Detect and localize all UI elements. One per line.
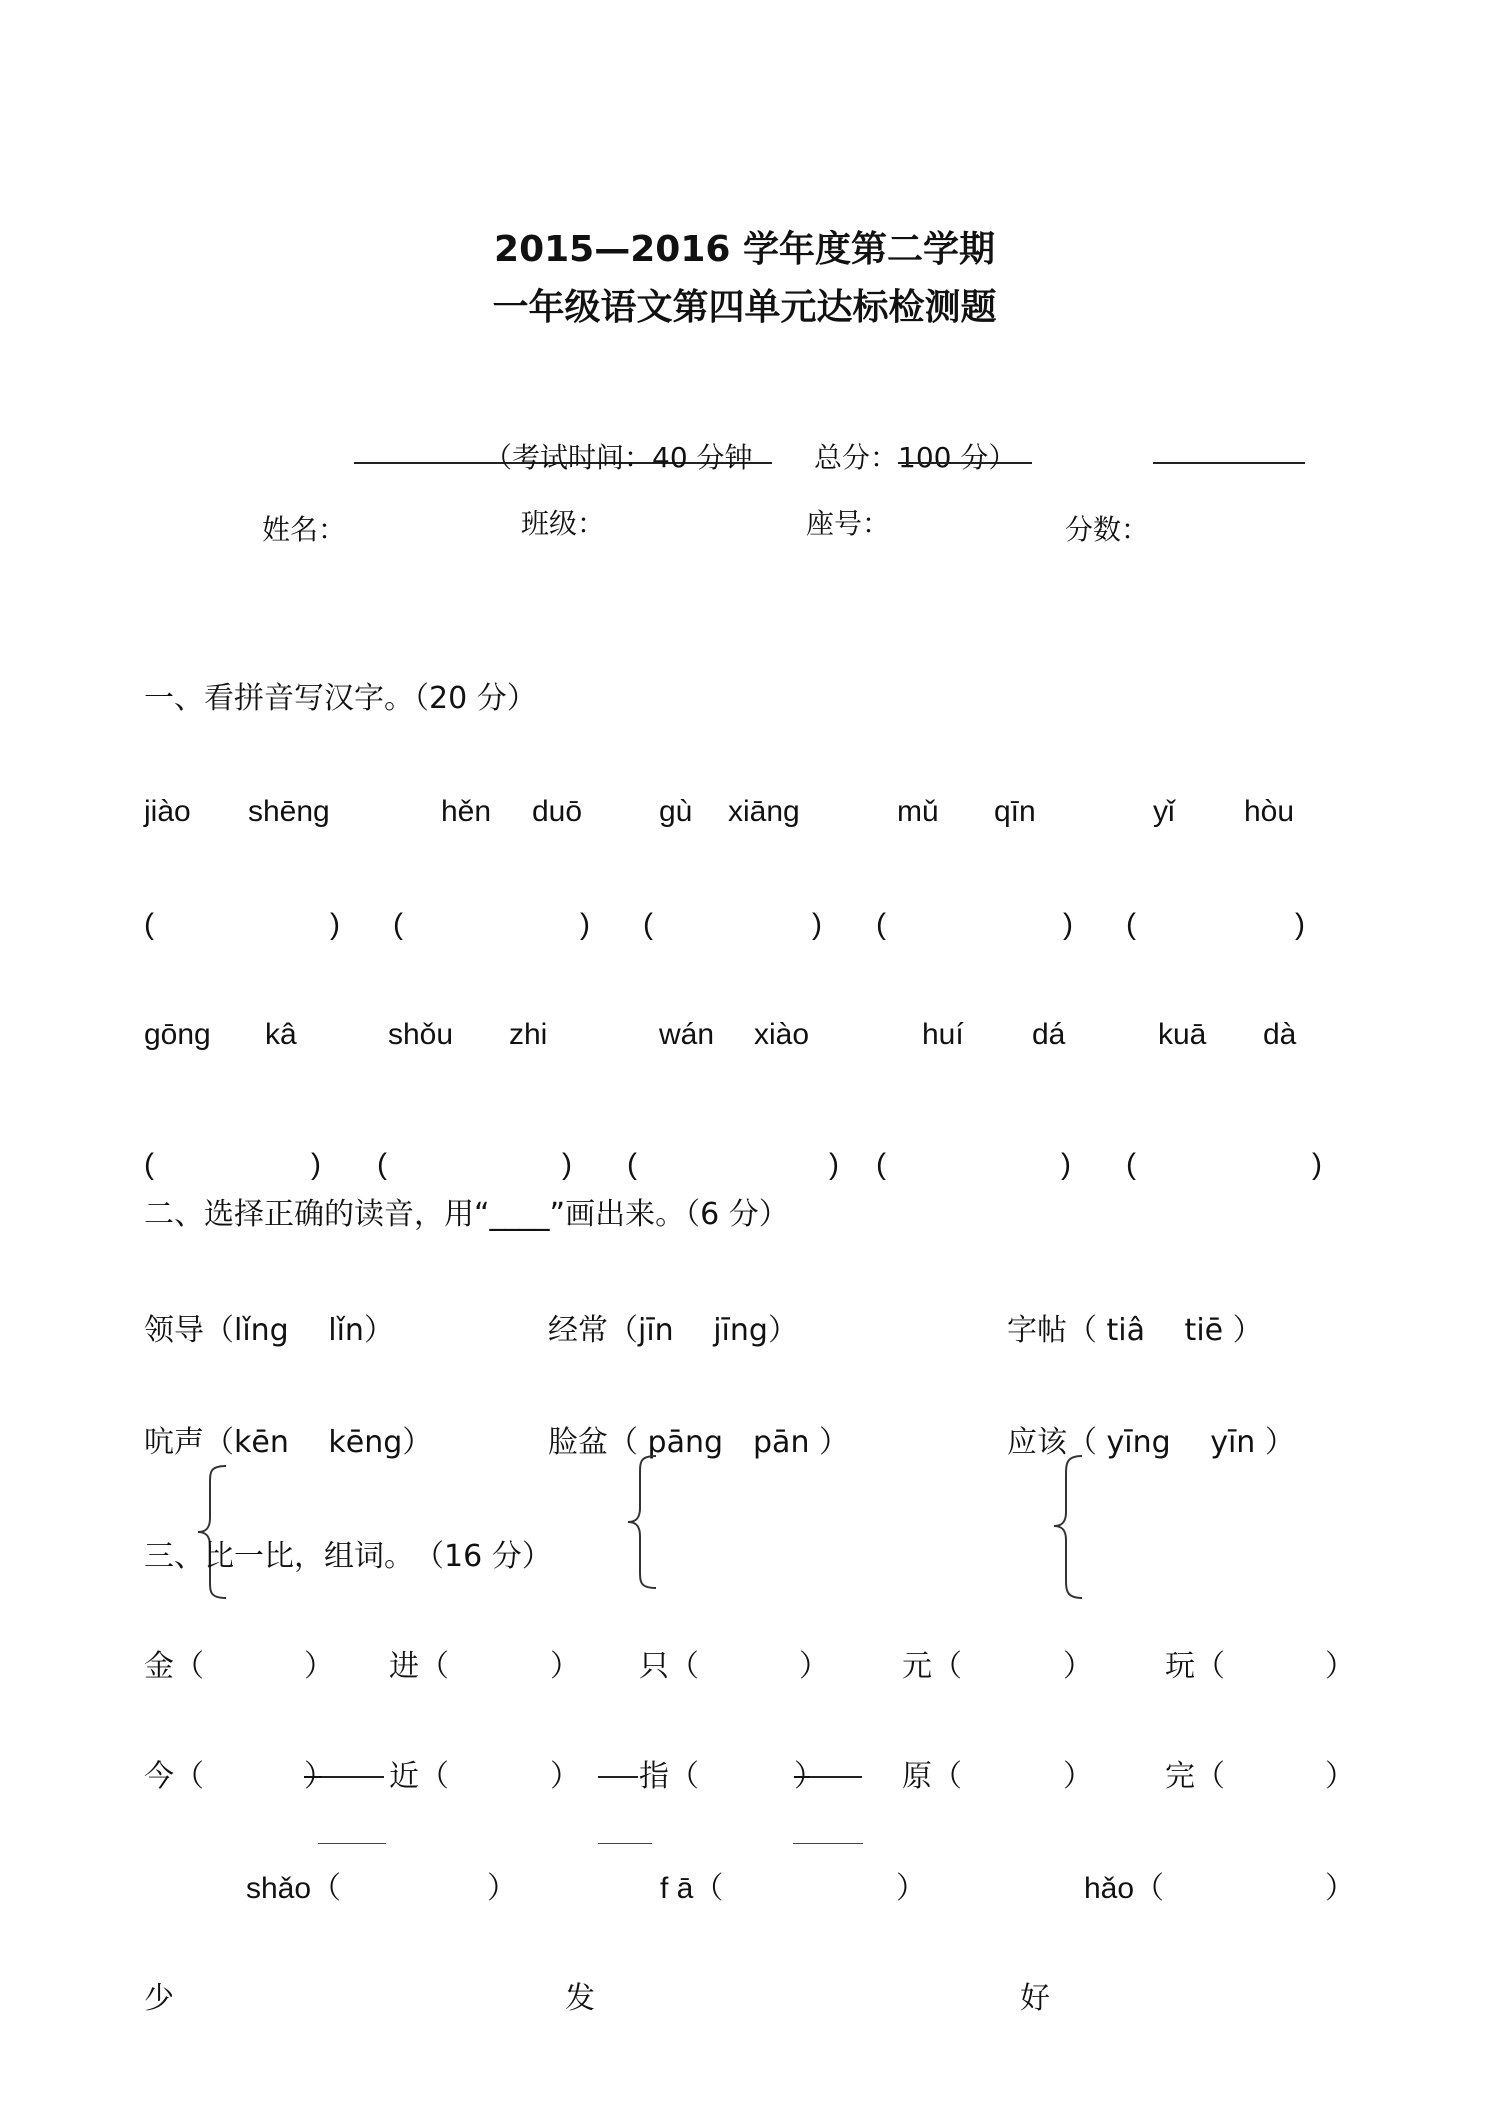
pinyin-syllable: dà (1263, 1018, 1297, 1051)
compare-char: 完（ (1165, 1759, 1225, 1794)
close-bracket: ) (1312, 1148, 1322, 1181)
pinyin-syllable: dá (1032, 1018, 1066, 1051)
curly-brace-middle (626, 1452, 666, 1592)
header-rule-mid (898, 462, 1032, 464)
title-line2: 一年级语文第四单元达标检测题 (492, 287, 997, 328)
close-bracket: ) (812, 908, 822, 941)
compare-close: ） (304, 1759, 334, 1794)
strike-rule (322, 1776, 384, 1778)
reading-item: 经常（jīn jīng） (548, 1313, 798, 1348)
pinyin-syllable: wán (659, 1018, 715, 1051)
section2-heading: 二、选择正确的读音，用“____”画出来。（6 分） (144, 1197, 789, 1232)
open-bracket: ( (627, 1148, 637, 1181)
pinyin-syllable: mǔ (897, 795, 939, 828)
compare-char: 今（ (144, 1759, 204, 1794)
close-bracket: ) (1061, 1148, 1071, 1181)
char-prompt: 好 (1020, 1981, 1050, 2016)
open-bracket: ( (393, 908, 403, 941)
compare-char: 指（ (639, 1759, 699, 1794)
pinyin-syllable: kuā (1158, 1018, 1207, 1051)
compare-close: ） (794, 1759, 824, 1794)
exam-time: （考试时间：40 分钟 (484, 441, 753, 474)
close-bracket: ) (580, 908, 590, 941)
field-seat: 座号： (806, 507, 891, 540)
strike-rule (598, 1776, 638, 1778)
pinyin-prompt: hǎo（ (1084, 1872, 1165, 1905)
compare-close: ） (550, 1759, 580, 1794)
pinyin-syllable: shēng (248, 795, 330, 828)
compare-close: ） (1063, 1649, 1093, 1684)
open-bracket: ( (1126, 1148, 1136, 1181)
open-bracket: ( (144, 1148, 154, 1181)
compare-char: 玩（ (1165, 1649, 1225, 1684)
open-bracket: ( (876, 908, 886, 941)
pinyin-syllable: kâ (265, 1018, 297, 1051)
prompt-close: ） (896, 1871, 926, 1906)
close-bracket: ) (562, 1148, 572, 1181)
open-bracket: ( (643, 908, 653, 941)
pinyin-syllable: jiào (144, 795, 191, 828)
underline-rule (598, 1843, 652, 1844)
curly-brace-left (196, 1462, 236, 1602)
curly-brace-right (1052, 1452, 1092, 1602)
pinyin-syllable: duō (532, 795, 583, 828)
underline-rule (793, 1843, 863, 1844)
compare-close: ） (1325, 1649, 1355, 1684)
section1-heading: 一、看拼音写汉字。（20 分） (144, 681, 537, 716)
title-line1: 2015—2016 学年度第二学期 (494, 229, 995, 270)
strike-rule (810, 1776, 862, 1778)
compare-close: ） (304, 1649, 334, 1684)
compare-char: 只（ (639, 1649, 699, 1684)
compare-close: ） (799, 1649, 829, 1684)
pinyin-syllable: yǐ (1153, 795, 1175, 828)
reading-item: 领导（lǐng lǐn） (144, 1313, 394, 1348)
reading-item: 脸盆（ pāng pān ） (548, 1425, 849, 1460)
compare-char: 进（ (389, 1649, 449, 1684)
pinyin-prompt: f ā（ (660, 1872, 724, 1905)
prompt-close: ） (1325, 1871, 1355, 1906)
compare-close: ） (550, 1649, 580, 1684)
close-bracket: ) (1295, 908, 1305, 941)
compare-close: ） (1325, 1759, 1355, 1794)
pinyin-syllable: gù (659, 795, 693, 828)
close-bracket: ) (829, 1148, 839, 1181)
field-class: 班级： (521, 507, 606, 540)
total-score: 总分：100 分） (814, 441, 1017, 474)
open-bracket: ( (377, 1148, 387, 1181)
close-bracket: ) (311, 1148, 321, 1181)
pinyin-syllable: xiāng (728, 795, 800, 828)
char-prompt: 发 (565, 1981, 595, 2016)
compare-close: ） (1063, 1759, 1093, 1794)
compare-char: 原（ (902, 1759, 962, 1794)
open-bracket: ( (1126, 908, 1136, 941)
pinyin-syllable: huí (922, 1018, 964, 1051)
reading-item: 字帖（ tiâ tiē ） (1007, 1313, 1263, 1348)
pinyin-syllable: hòu (1244, 795, 1295, 828)
reading-item: 吭声（kēn kēng） (144, 1425, 433, 1460)
pinyin-syllable: gōng (144, 1018, 211, 1051)
compare-char: 近（ (389, 1759, 449, 1794)
pinyin-syllable: zhi (509, 1018, 548, 1051)
header-rule-right (1153, 462, 1305, 464)
compare-char: 元（ (902, 1649, 962, 1684)
section3-heading: 三、比一比，组词。 （16 分） (144, 1539, 552, 1574)
prompt-close: ） (487, 1871, 517, 1906)
field-name: 姓名： (262, 513, 347, 546)
field-score: 分数： (1065, 513, 1150, 546)
close-bracket: ) (330, 908, 340, 941)
pinyin-syllable: qīn (994, 795, 1036, 828)
pinyin-syllable: shǒu (388, 1018, 454, 1051)
underline-rule (318, 1843, 386, 1844)
close-bracket: ) (1063, 908, 1073, 941)
pinyin-syllable: xiào (754, 1018, 810, 1051)
compare-char: 金（ (144, 1649, 204, 1684)
pinyin-prompt: shǎo（ (246, 1872, 342, 1905)
pinyin-syllable: hěn (441, 795, 492, 828)
char-prompt: 少 (144, 1981, 174, 2016)
open-bracket: ( (876, 1148, 886, 1181)
reading-item: 应该（ yīng yīn ） (1007, 1425, 1295, 1460)
open-bracket: ( (144, 908, 154, 941)
